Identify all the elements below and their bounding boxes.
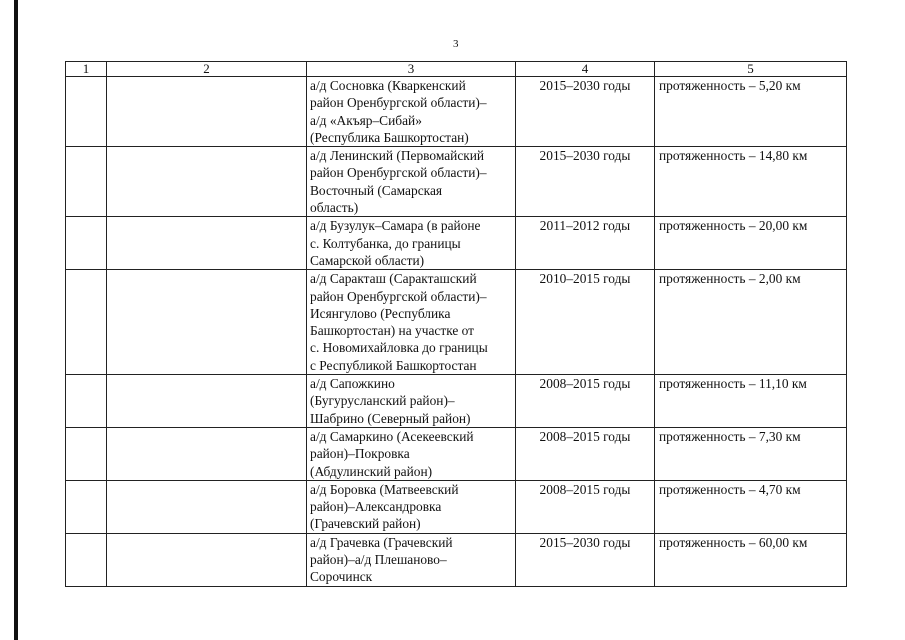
column-header-5: 5 — [655, 62, 847, 77]
cell-name — [107, 147, 307, 217]
cell-period: 2008–2015 годы — [516, 480, 655, 533]
road-line: район Оренбургской области)– — [310, 288, 487, 304]
cell-period: 2008–2015 годы — [516, 427, 655, 480]
cell-length: протяженность – 5,20 км — [655, 77, 847, 147]
cell-period: 2015–2030 годы — [516, 77, 655, 147]
road-line: район Оренбургской области)– — [310, 165, 487, 181]
cell-road — [307, 217, 516, 270]
cell-name — [107, 375, 307, 428]
cell-length: протяженность – 60,00 км — [655, 533, 847, 586]
column-header-1: 1 — [66, 62, 107, 77]
road-line: район)–Александровка — [310, 499, 442, 515]
road-line: а/д Самаркино (Асекеевский — [310, 428, 474, 444]
table-row — [66, 77, 847, 147]
road-line: а/д «Акъяр–Сибай» — [310, 112, 422, 128]
road-line: с Республикой Башкортостан — [310, 357, 477, 373]
road-line: район Оренбургской области)– — [310, 95, 487, 111]
road-line: а/д Бузулук–Самара (в районе — [310, 218, 481, 234]
road-table — [65, 61, 847, 587]
cell-road — [307, 375, 516, 428]
cell-number — [66, 480, 107, 533]
cell-road — [307, 270, 516, 375]
cell-name — [107, 533, 307, 586]
cell-road — [307, 427, 516, 480]
table-header-row — [66, 62, 847, 77]
cell-length: протяженность – 20,00 км — [655, 217, 847, 270]
cell-length: протяженность – 4,70 км — [655, 480, 847, 533]
cell-road — [307, 480, 516, 533]
road-line: (Абдулинский район) — [310, 463, 433, 479]
road-line: (Бугурусланский район)– — [310, 393, 455, 409]
road-line: область) — [310, 200, 359, 216]
road-line: Сорочинск — [310, 569, 373, 585]
cell-number — [66, 375, 107, 428]
road-line: Восточный (Самарская — [310, 182, 443, 198]
road-line: а/д Саракташ (Саракташский — [310, 271, 477, 287]
road-line: Самарской области) — [310, 252, 425, 268]
road-line: район)–Покровка — [310, 446, 410, 462]
cell-name — [107, 480, 307, 533]
road-line: район)–а/д Плешаново– — [310, 552, 447, 568]
cell-period: 2011–2012 годы — [516, 217, 655, 270]
cell-road — [307, 77, 516, 147]
cell-name — [107, 217, 307, 270]
cell-number — [66, 77, 107, 147]
cell-number — [66, 533, 107, 586]
scan-edge-line — [14, 0, 18, 640]
table-row — [66, 533, 847, 586]
road-line: Шабрино (Северный район) — [310, 410, 471, 426]
cell-number — [66, 217, 107, 270]
road-line: (Республика Башкортостан) — [310, 129, 469, 145]
cell-period: 2010–2015 годы — [516, 270, 655, 375]
cell-number — [66, 147, 107, 217]
table-row — [66, 270, 847, 375]
column-header-3: 3 — [307, 62, 516, 77]
road-line: с. Колтубанка, до границы — [310, 235, 461, 251]
cell-name — [107, 270, 307, 375]
table-row — [66, 375, 847, 428]
road-line: Исянгулово (Республика — [310, 305, 451, 321]
cell-period: 2015–2030 годы — [516, 147, 655, 217]
cell-length: протяженность – 11,10 км — [655, 375, 847, 428]
cell-length: протяженность – 7,30 км — [655, 427, 847, 480]
road-line: (Грачевский район) — [310, 516, 421, 532]
road-line: Башкортостан) на участке от — [310, 323, 475, 339]
cell-period: 2015–2030 годы — [516, 533, 655, 586]
page-number: 3 — [453, 38, 459, 50]
road-line: с. Новомихайловка до границы — [310, 340, 488, 356]
road-line: а/д Сапожкино — [310, 376, 395, 392]
road-line: а/д Ленинский (Первомайский — [310, 148, 485, 164]
cell-period: 2008–2015 годы — [516, 375, 655, 428]
cell-number — [66, 270, 107, 375]
road-line: а/д Сосновка (Кваркенский — [310, 78, 466, 93]
table-row — [66, 147, 847, 217]
cell-length: протяженность – 14,80 км — [655, 147, 847, 217]
cell-road — [307, 147, 516, 217]
cell-road — [307, 533, 516, 586]
cell-name — [107, 427, 307, 480]
column-header-4: 4 — [516, 62, 655, 77]
road-line: а/д Боровка (Матвеевский — [310, 481, 459, 497]
road-line: а/д Грачевка (Грачевский — [310, 534, 453, 550]
table-row — [66, 217, 847, 270]
cell-length: протяженность – 2,00 км — [655, 270, 847, 375]
table-row — [66, 480, 847, 533]
cell-name — [107, 77, 307, 147]
table-row — [66, 427, 847, 480]
column-header-2: 2 — [107, 62, 307, 77]
cell-number — [66, 427, 107, 480]
